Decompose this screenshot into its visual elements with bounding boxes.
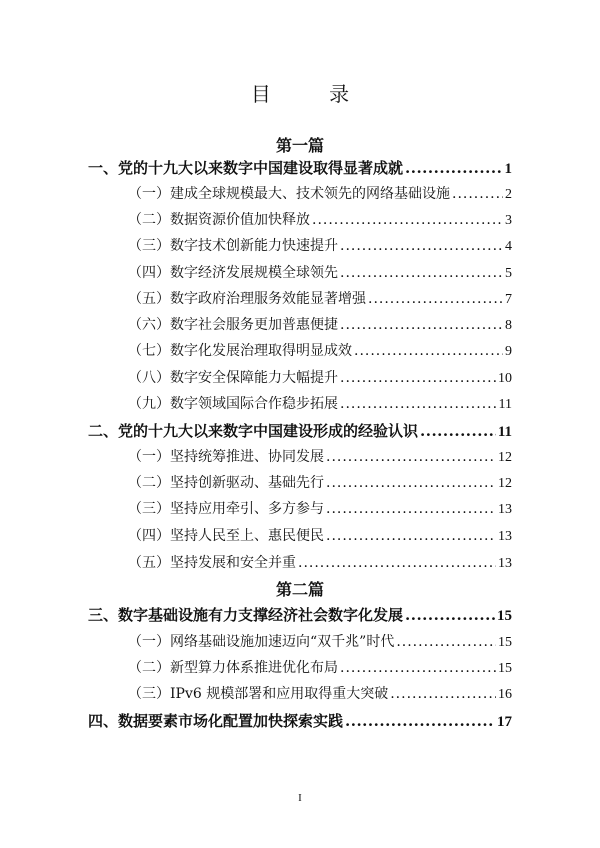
toc-entry-text: 二、党的十九大以来数字中国建设形成的经验认识: [88, 422, 419, 440]
toc-entry-chapter-2[interactable]: [88, 420, 512, 442]
toc-entry-text: （一）建成全球规模最大、技术领先的网络基础设施: [128, 186, 450, 202]
toc-entry-page: 9: [505, 344, 512, 359]
toc-entry-section[interactable]: [128, 393, 512, 415]
toc-entry-page: 12: [498, 450, 512, 465]
toc-entry-text: （三）IPv6 规模部署和应用取得重大突破: [128, 686, 389, 702]
leader-dots: [405, 157, 502, 179]
toc-entry-page: 4: [505, 239, 512, 254]
toc-entry-text: （七）数字化发展治理取得明显成效: [128, 343, 352, 359]
toc-entry-section[interactable]: [128, 209, 512, 231]
leader-dots: [340, 393, 497, 415]
toc-entry-section[interactable]: [128, 631, 512, 653]
toc-entry-section[interactable]: [128, 472, 512, 494]
leader-dots: [452, 183, 503, 205]
leader-dots: [326, 446, 496, 468]
leader-dots: [405, 604, 495, 626]
toc-entry-page: 11: [498, 397, 512, 412]
leader-dots: [326, 472, 496, 494]
toc-entry-text: 一、党的十九大以来数字中国建设取得显著成就: [88, 159, 404, 177]
toc-entry-page: 13: [498, 502, 512, 517]
toc-entry-section[interactable]: [128, 235, 512, 257]
toc-entry-page: 7: [505, 292, 512, 307]
toc-entry-section[interactable]: [128, 367, 512, 389]
page-number: I: [298, 792, 302, 804]
toc-entry-text: （五）数字政府治理服务效能显著增强: [128, 291, 366, 307]
toc-entry-section[interactable]: [128, 262, 512, 284]
toc-entry-section[interactable]: [128, 657, 512, 679]
toc-entry-text: （六）数字社会服务更加普惠便捷: [128, 317, 338, 333]
toc-entry-section[interactable]: [128, 525, 512, 547]
toc-entry-page: 16: [498, 687, 512, 702]
leader-dots: [354, 340, 503, 362]
toc-title: 目 录: [250, 82, 376, 106]
leader-dots: [368, 288, 503, 310]
leader-dots: [390, 683, 496, 705]
toc-entry-page: 3: [505, 213, 512, 228]
leader-dots: [312, 209, 503, 231]
leader-dots: [340, 235, 503, 257]
toc-entry-page: 2: [505, 187, 512, 202]
leader-dots: [298, 552, 496, 574]
toc-entry-text: （二）新型算力体系推进优化布局: [128, 660, 338, 676]
toc-entry-page: 15: [497, 608, 512, 624]
toc-entry-section[interactable]: [128, 683, 512, 705]
toc-entry-page: 15: [498, 661, 512, 676]
toc-entry-section[interactable]: [128, 314, 512, 336]
toc-entry-text: 三、数字基础设施有力支撑经济社会数字化发展: [88, 606, 404, 624]
toc-entry-page: 13: [498, 529, 512, 544]
toc-entry-section[interactable]: [128, 288, 512, 310]
leader-dots: [420, 420, 496, 442]
leader-dots: [340, 657, 496, 679]
toc-entry-section[interactable]: [128, 446, 512, 468]
toc-entry-section[interactable]: [128, 340, 512, 362]
toc-entry-page: 12: [498, 476, 512, 491]
toc-entry-text: （四）坚持人民至上、惠民便民: [128, 528, 324, 544]
part-heading-2: 第二篇: [275, 580, 324, 599]
toc-entry-page: 1: [504, 161, 512, 177]
toc-entry-chapter-3[interactable]: [88, 604, 512, 626]
toc-entry-page: 8: [505, 318, 512, 333]
toc-entry-section[interactable]: [128, 498, 512, 520]
toc-entry-text: （四）数字经济发展规模全球领先: [128, 265, 338, 281]
leader-dots: [340, 367, 496, 389]
toc-entry-text: （二）数据资源价值加快释放: [128, 212, 310, 228]
toc-entry-text: 四、数据要素市场化配置加快探索实践: [88, 712, 344, 730]
toc-entry-text: （一）坚持统筹推进、协同发展: [128, 449, 324, 465]
toc-entry-text: （三）坚持应用牵引、多方参与: [128, 501, 324, 517]
toc-entry-section[interactable]: [128, 552, 512, 574]
toc-entry-page: 15: [498, 635, 512, 650]
toc-entry-text: （五）坚持发展和安全并重: [128, 555, 296, 571]
leader-dots: [345, 710, 495, 732]
leader-dots: [326, 525, 496, 547]
toc-entry-section[interactable]: [128, 183, 512, 205]
toc-entry-page: 11: [497, 424, 512, 440]
toc-entry-text: （一）网络基础设施加速迈向“双千兆”时代: [128, 634, 395, 650]
leader-dots: [326, 498, 496, 520]
part-heading-1: 第一篇: [275, 136, 324, 155]
toc-entry-page: 17: [497, 714, 512, 730]
leader-dots: [396, 631, 496, 653]
toc-entry-page: 5: [505, 266, 512, 281]
toc-entry-chapter-4[interactable]: [88, 710, 512, 732]
toc-entry-chapter-1[interactable]: [88, 157, 512, 179]
toc-entry-text: （九）数字领域国际合作稳步拓展: [128, 396, 338, 412]
toc-entry-text: （二）坚持创新驱动、基础先行: [128, 475, 324, 491]
toc-entry-page: 10: [498, 371, 512, 386]
leader-dots: [340, 262, 503, 284]
toc-entry-text: （八）数字安全保障能力大幅提升: [128, 370, 338, 386]
toc-entry-page: 13: [498, 556, 512, 571]
leader-dots: [340, 314, 503, 336]
toc-entry-text: （三）数字技术创新能力快速提升: [128, 238, 338, 254]
